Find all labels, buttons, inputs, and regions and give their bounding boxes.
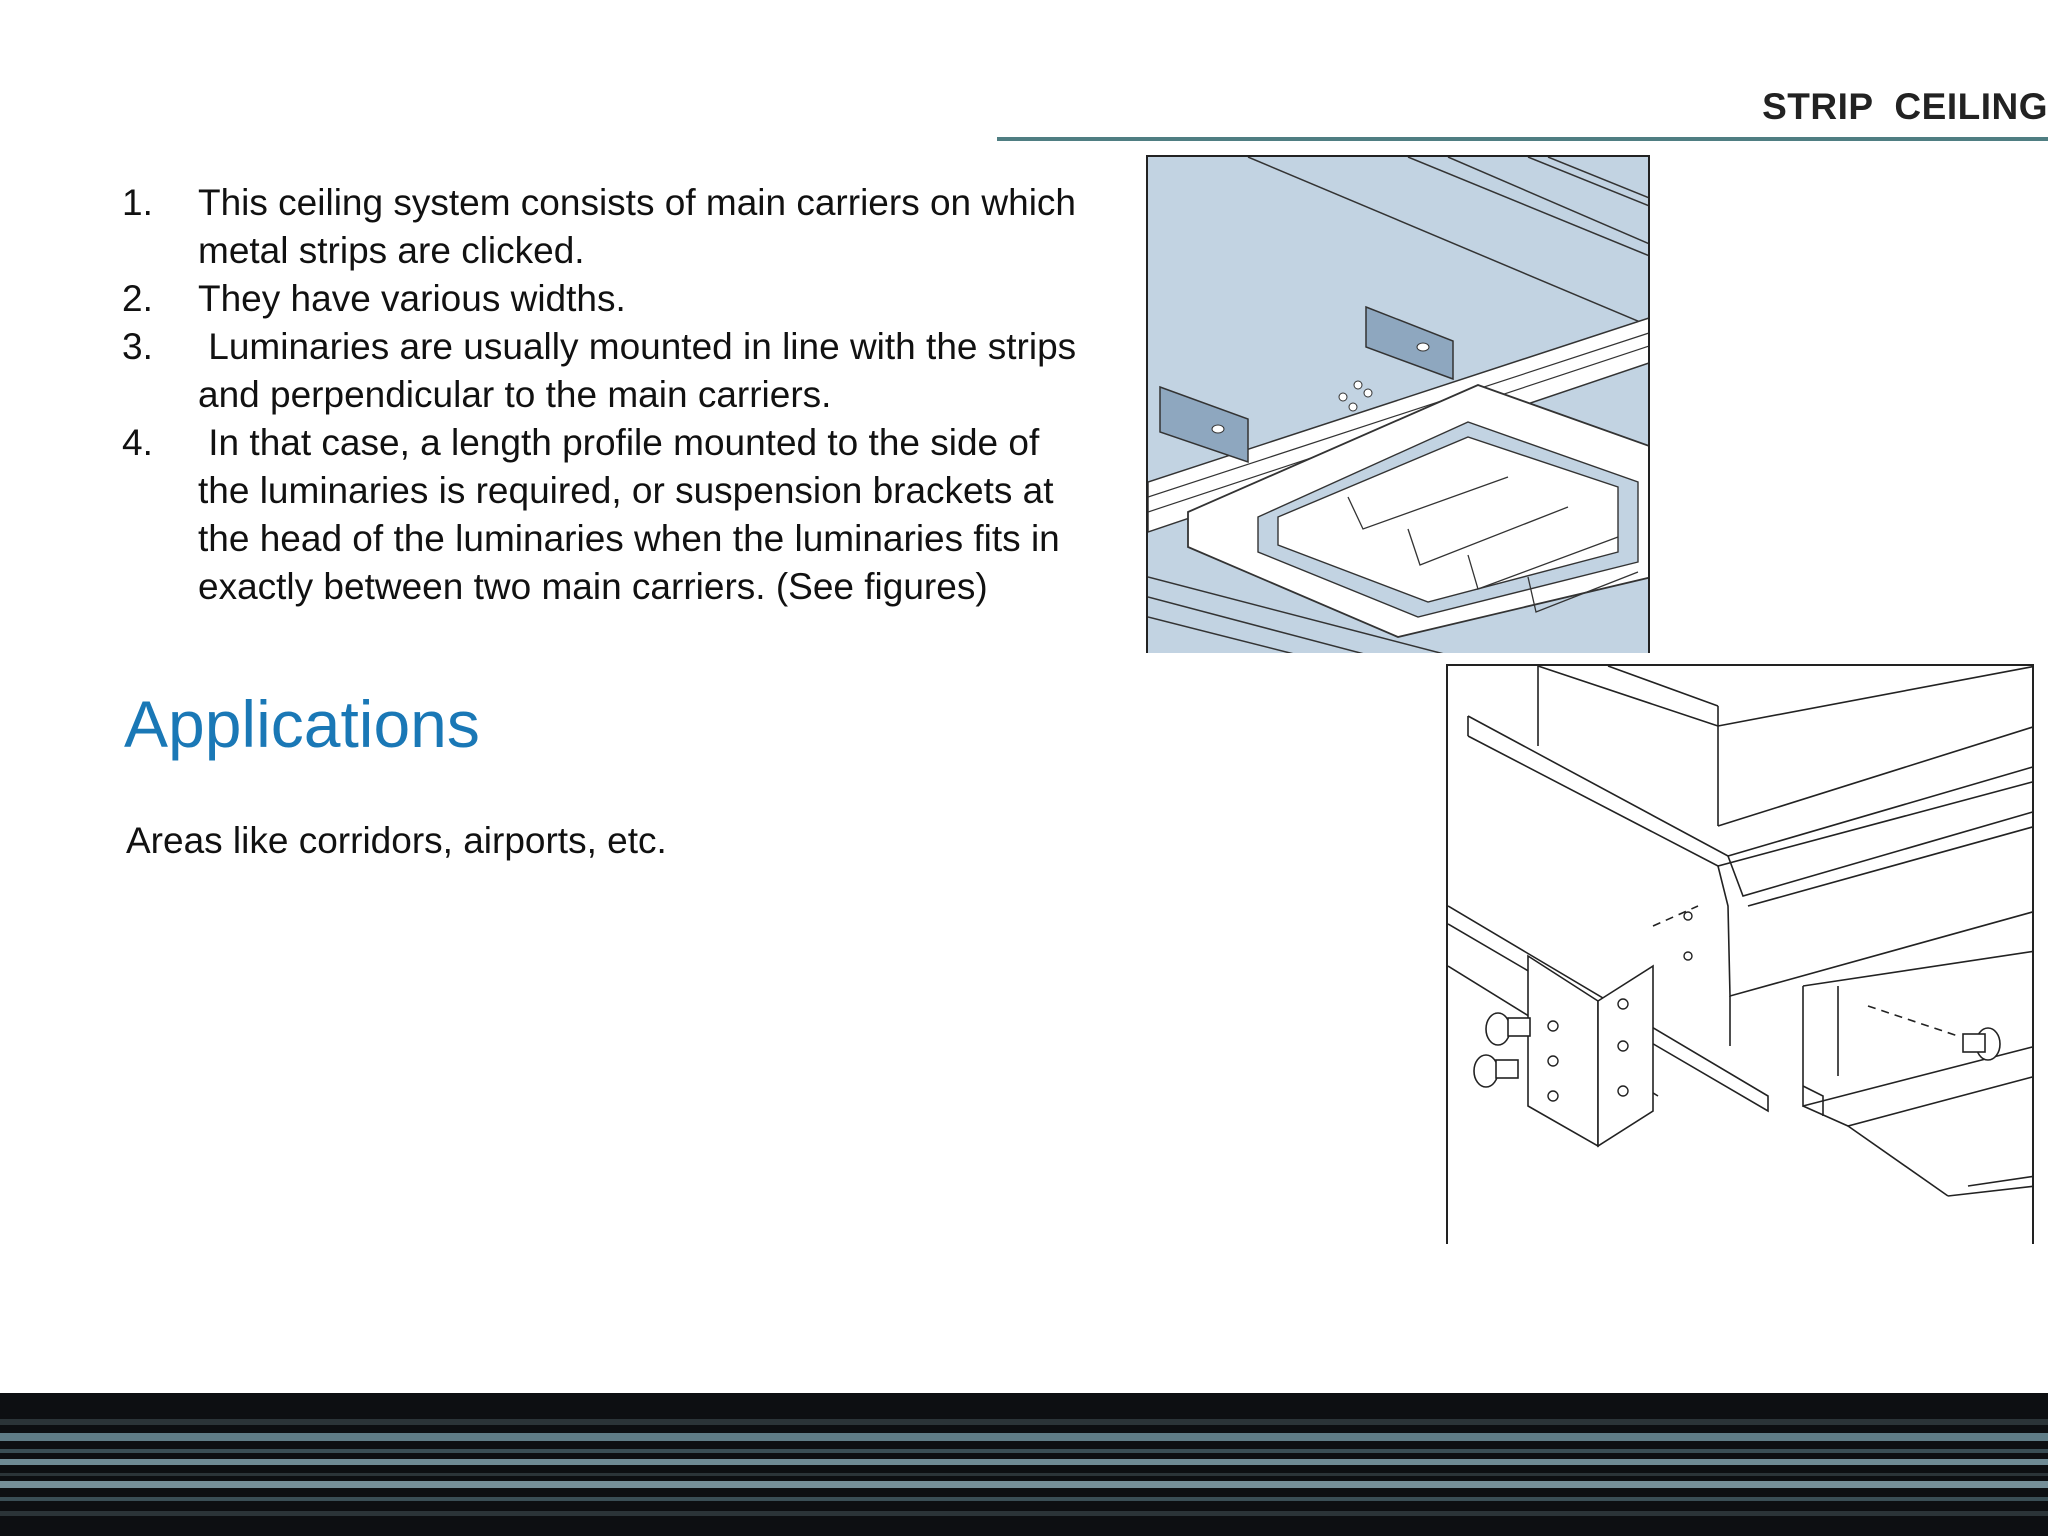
- list-item-number: 4.: [122, 422, 153, 463]
- ceiling-luminaire-illustration: [1148, 157, 1650, 653]
- list-item-text: Luminaries are usually mounted in line with the strips and perpendicular to the main carriers.: [198, 326, 1087, 415]
- list-item: [122, 323, 1087, 419]
- list-item: [122, 419, 1082, 611]
- suspension-bracket-illustration: [1448, 666, 2034, 1244]
- list-item: [122, 275, 1082, 323]
- list-item-number: 1.: [122, 182, 153, 223]
- figure-suspension-bracket: [1446, 664, 2034, 1244]
- list-item-text: In that case, a length profile mounted to the side of the luminaries is required, or suspension brackets at the head of the luminaries when the luminaries fits in exactly between two main carriers. (See figures): [198, 422, 1071, 607]
- figure-ceiling-luminaire: [1146, 155, 1650, 653]
- numbered-list: [122, 179, 1087, 611]
- list-item-text: This ceiling system consists of main carriers on which metal strips are clicked.: [198, 182, 1077, 271]
- list-item-number: 3.: [122, 326, 153, 367]
- applications-text: Areas like corridors, airports, etc.: [126, 820, 667, 861]
- header-title: STRIP CEILING: [1762, 86, 2048, 127]
- footer-band: [0, 1393, 2048, 1536]
- list-item-number: 2.: [122, 278, 153, 319]
- list-item: [122, 179, 1082, 275]
- list-item-text: They have various widths.: [198, 278, 626, 319]
- header-rule: [997, 137, 2048, 141]
- applications-heading: Applications: [124, 687, 480, 761]
